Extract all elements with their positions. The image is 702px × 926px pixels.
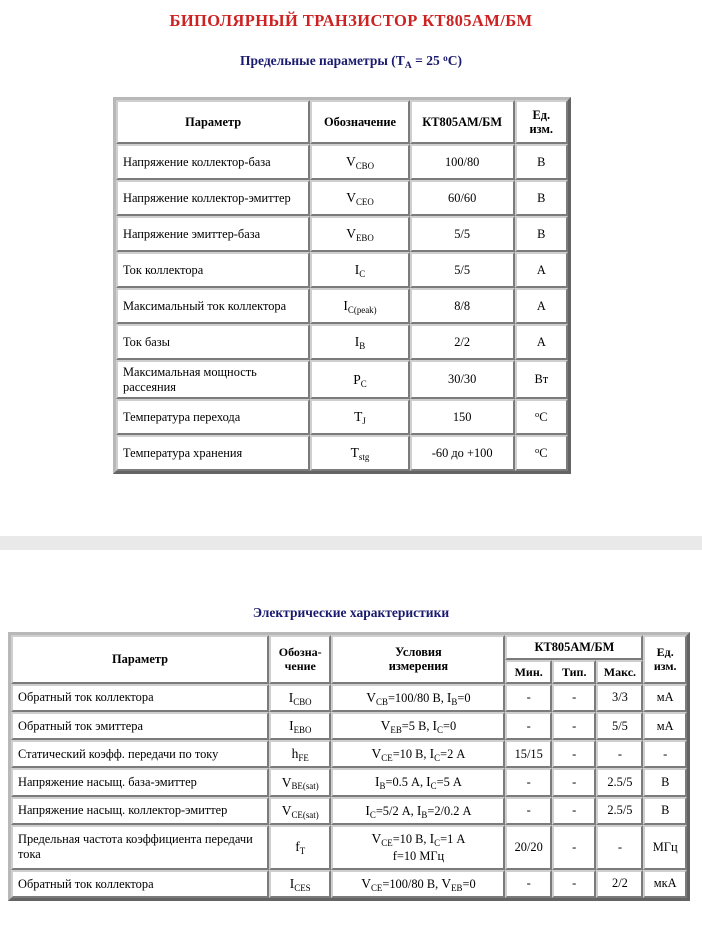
electrical-header-unit [643, 635, 687, 684]
electrical-cell-symbol [269, 740, 332, 768]
electrical-condition-symbol-6-1-main: V [441, 875, 452, 891]
electrical-cell-conditions [331, 797, 505, 825]
electrical-header-conditions-line2: измерения [388, 659, 449, 674]
electrical-condition-symbol-6-0 [361, 877, 382, 891]
electrical-cell-conditions [331, 740, 505, 768]
limits-unit-degree-7: o [535, 408, 540, 419]
limits-title-subscript: A [404, 60, 412, 72]
table-row [116, 252, 568, 288]
electrical-symbol-0-subscript: CBO [293, 696, 312, 707]
limits-cell-parameter: Максимальная мощность рассеяния [116, 360, 310, 399]
electrical-condition-2-1: $I_C=2$ А [429, 746, 466, 764]
limits-symbol-2-subscript: EBO [355, 232, 374, 243]
electrical-symbol-2-main: h [291, 746, 299, 762]
limits-cell-symbol [310, 180, 409, 216]
electrical-cell-unit: - [643, 740, 687, 768]
limits-symbol-1-subscript: CEO [355, 196, 374, 207]
electrical-cell-parameter: Предельная частота коэффициента передачи тока [11, 825, 269, 870]
electrical-symbol-4-subscript: CE(sat) [291, 809, 319, 820]
limits-title-degree: o [443, 52, 448, 63]
limits-title-prefix: Предельные параметры (Т [240, 53, 405, 68]
limits-table-body [116, 144, 568, 471]
electrical-condition-symbol-2-0-main: V [371, 746, 382, 762]
limits-symbol-4-subscript: C(peak) [347, 304, 377, 315]
electrical-condition-symbol-0-1-main: I [446, 689, 452, 705]
limits-cell-unit: В [515, 180, 568, 216]
limits-cell-value: -60 до +100 [410, 435, 515, 471]
limits-header-symbol: Обозначение [310, 100, 409, 144]
electrical-condition-symbol-4-0-subscript: C [369, 809, 376, 820]
table-row [116, 288, 568, 324]
limits-cell-parameter: Температура перехода [116, 399, 310, 435]
electrical-cell-parameter: Обратный ток эмиттера [11, 712, 269, 740]
electrical-symbol-0 [289, 691, 312, 705]
electrical-condition-symbol-0-1 [447, 691, 457, 705]
electrical-condition-symbol-2-1 [429, 746, 441, 764]
table-row [11, 768, 687, 796]
electrical-cell-unit: В [643, 768, 687, 796]
limits-symbol-3-subscript: C [359, 268, 366, 279]
limits-cell-unit: Вт [515, 360, 568, 399]
limits-symbol-8 [350, 445, 370, 463]
electrical-condition-symbol-0-1-subscript: B [451, 696, 458, 707]
electrical-condition-symbol-3-0-subscript: B [379, 781, 386, 792]
limits-symbol-1 [346, 191, 374, 205]
electrical-header-typ: Тип. [552, 660, 596, 684]
electrical-condition-symbol-4-0 [365, 804, 375, 818]
electrical-condition-symbol-2-1-subscript: C [434, 753, 441, 764]
limits-header-unit-line1: Ед. [532, 107, 551, 122]
limits-cell-symbol [310, 288, 409, 324]
electrical-condition-5-1: $I_C=1$ А [429, 830, 466, 848]
electrical-cell-unit: В [643, 797, 687, 825]
limits-symbol-5-main: I [354, 334, 360, 349]
electrical-cell-min: - [505, 870, 552, 898]
electrical-cell-conditions [331, 768, 505, 796]
limits-cell-value: 5/5 [410, 216, 515, 252]
electrical-cell-min: - [505, 712, 552, 740]
limits-symbol-7 [354, 409, 366, 427]
electrical-cell-conditions [331, 870, 505, 898]
electrical-cell-symbol [269, 768, 332, 796]
electrical-cell-symbol [269, 684, 332, 712]
electrical-condition-symbol-1-1-main: I [432, 718, 438, 733]
electrical-condition-4-0: $I_C=5/2$ А, [365, 802, 417, 820]
electrical-symbol-4-main: V [281, 802, 292, 818]
limits-table [113, 97, 571, 474]
electrical-header-symbol [269, 635, 332, 684]
limits-cell-parameter: Напряжение эмиттер-база [116, 216, 310, 252]
electrical-cell-symbol [269, 712, 332, 740]
limits-symbol-6 [353, 373, 366, 387]
electrical-symbol-2 [291, 746, 309, 764]
table-row [116, 324, 568, 360]
electrical-symbol-1 [289, 718, 312, 736]
electrical-cell-unit: мА [643, 712, 687, 740]
limits-cell-symbol [310, 399, 409, 435]
limits-cell-parameter: Ток базы [116, 324, 310, 360]
electrical-header-unit-line1: Ед. [656, 645, 674, 660]
limits-cell-value: 100/80 [410, 144, 515, 180]
limits-cell-value: 150 [410, 399, 515, 435]
limits-symbol-8-subscript: stg [358, 452, 370, 463]
limits-title-suffix: C) [447, 53, 462, 68]
electrical-condition-symbol-2-1-main: I [429, 746, 435, 762]
electrical-symbol-1-subscript: EBO [293, 725, 312, 736]
electrical-cell-max: 2.5/5 [596, 768, 643, 796]
table-row [11, 797, 687, 825]
limits-cell-value: 2/2 [410, 324, 515, 360]
table-row [116, 180, 568, 216]
limits-cell-parameter: Напряжение коллектор-эмиттер [116, 180, 310, 216]
electrical-symbol-3-main: V [281, 774, 292, 790]
limits-cell-parameter: Температура хранения [116, 435, 310, 471]
electrical-condition-symbol-2-0-subscript: CE [381, 753, 393, 764]
table-row [11, 684, 687, 712]
electrical-symbol-5-subscript: T [299, 846, 306, 857]
electrical-cell-parameter: Статический коэфф. передачи по току [11, 740, 269, 768]
electrical-cell-max: - [596, 740, 643, 768]
limits-cell-unit: $^o$C [515, 435, 568, 471]
limits-symbol-6-main: P [353, 371, 361, 387]
electrical-condition-symbol-3-1 [426, 774, 437, 792]
electrical-condition-symbol-5-0-main: V [371, 830, 382, 846]
electrical-cell-parameter: Обратный ток коллектора [11, 870, 269, 898]
limits-table-header-row [116, 100, 568, 144]
electrical-cell-max: 3/3 [596, 684, 643, 712]
limits-cell-symbol [310, 144, 409, 180]
table-row [116, 144, 568, 180]
limits-cell-unit: В [515, 144, 568, 180]
electrical-header-symbol-line2: чение [284, 659, 316, 674]
electrical-condition-6-0: $V_{CE}=100/80$ В, [361, 875, 442, 893]
limits-cell-unit: В [515, 216, 568, 252]
limits-symbol-7-subscript: J [362, 416, 366, 427]
electrical-condition-symbol-1-0-main: V [380, 718, 391, 733]
electrical-condition-4-1: $I_B=2/0.2$ А [416, 802, 472, 820]
limits-symbol-3-main: I [354, 262, 360, 277]
electrical-symbol-0-main: I [288, 689, 294, 705]
limits-symbol-4-main: I [343, 298, 348, 313]
electrical-cell-typ: - [552, 825, 596, 870]
electrical-cell-conditions [331, 825, 505, 870]
electrical-condition-symbol-6-0-subscript: CE [370, 882, 383, 893]
limits-cell-symbol [310, 216, 409, 252]
electrical-cell-typ: - [552, 768, 596, 796]
electrical-symbol-6-subscript: CES [294, 882, 311, 893]
electrical-condition-3-1: $I_C=5$ А [426, 774, 462, 792]
table-row [11, 712, 687, 740]
limits-symbol-2 [346, 227, 374, 241]
limits-cell-unit: А [515, 288, 568, 324]
electrical-condition-symbol-1-1 [433, 719, 443, 733]
electrical-symbol-6-main: I [289, 875, 295, 891]
electrical-cell-typ: - [552, 870, 596, 898]
limits-cell-parameter: Напряжение коллектор-база [116, 144, 310, 180]
electrical-cell-max: 2/2 [596, 870, 643, 898]
table-row [116, 360, 568, 399]
limits-cell-unit: $^o$C [515, 399, 568, 435]
limits-cell-value: 5/5 [410, 252, 515, 288]
electrical-condition-symbol-6-1-subscript: EB [451, 882, 463, 893]
electrical-condition-2-0: $V_{CE}=10$ В, [371, 746, 430, 764]
electrical-header-parameter: Параметр [11, 635, 269, 684]
electrical-cell-unit: МГц [643, 825, 687, 870]
electrical-condition-6-1: $V_{EB}=0$ [441, 875, 476, 893]
electrical-header-conditions [331, 635, 505, 684]
electrical-cell-unit: мкА [643, 870, 687, 898]
limits-cell-unit: А [515, 324, 568, 360]
electrical-condition-symbol-1-1-subscript: C [437, 724, 443, 735]
electrical-condition-1-1: $I_C=0$ [432, 718, 457, 735]
electrical-condition-line2-5: f=10 МГц [392, 849, 445, 864]
electrical-cell-min: 20/20 [505, 825, 552, 870]
electrical-condition-symbol-1-0-subscript: EB [390, 724, 402, 735]
limits-symbol-6-subscript: C [360, 378, 367, 389]
limits-symbol-5-subscript: B [359, 340, 366, 351]
limits-cell-value: 60/60 [410, 180, 515, 216]
electrical-condition-symbol-3-0-main: I [375, 774, 380, 790]
page-separator-band [0, 536, 702, 550]
electrical-condition-symbol-5-1-subscript: C [434, 837, 441, 848]
electrical-condition-symbol-0-0-main: V [366, 689, 377, 705]
electrical-table-body [11, 684, 687, 898]
table-row [116, 435, 568, 471]
electrical-condition-0-0: $V_{CB}=100/80$ В, [366, 689, 447, 707]
table-row [116, 399, 568, 435]
limits-header-unit [515, 100, 568, 144]
electrical-condition-3-0: $I_B=0.5$ А, [375, 774, 427, 792]
electrical-condition-symbol-4-0-main: I [365, 802, 370, 818]
limits-symbol-7-main: T [354, 409, 363, 425]
limits-symbol-2-main: V [346, 226, 356, 241]
electrical-header-conditions-line1: Условия [395, 644, 442, 659]
electrical-cell-conditions [331, 712, 505, 740]
electrical-condition-symbol-5-1 [430, 832, 440, 846]
limits-cell-unit: А [515, 252, 568, 288]
limits-symbol-3 [355, 263, 365, 277]
electrical-cell-min: 15/15 [505, 740, 552, 768]
electrical-header-symbol-line1: Обозна- [278, 645, 322, 660]
electrical-condition-symbol-6-0-main: V [361, 875, 371, 891]
limits-symbol-1-main: V [346, 190, 356, 205]
electrical-section-title: Электрические характеристики [252, 605, 450, 620]
electrical-condition-symbol-5-1-main: I [429, 830, 435, 846]
limits-header-value: КТ805АМ/БМ [410, 100, 515, 144]
electrical-header-unit-line2: изм. [653, 659, 677, 674]
electrical-symbol-3-subscript: BE(sat) [291, 781, 319, 792]
limits-symbol-0-main: V [345, 154, 356, 169]
electrical-symbol-6 [290, 877, 311, 891]
limits-section-title [0, 52, 702, 72]
electrical-cell-conditions [331, 684, 505, 712]
limits-symbol-8-main: T [350, 445, 359, 461]
limits-cell-parameter: Ток коллектора [116, 252, 310, 288]
electrical-table [8, 632, 690, 901]
page-title: БИПОЛЯРНЫЙ ТРАНЗИСТОР КТ805АМ/БМ [169, 11, 533, 30]
electrical-cell-min: - [505, 797, 552, 825]
electrical-condition-symbol-4-1 [417, 804, 427, 818]
limits-symbol-0 [346, 155, 374, 169]
electrical-cell-parameter: Напряжение насыщ. коллектор-эмиттер [11, 797, 269, 825]
electrical-symbol-5 [295, 839, 306, 857]
limits-cell-symbol [310, 360, 409, 399]
limits-table-container [113, 97, 571, 474]
electrical-condition-symbol-0-0 [366, 691, 388, 705]
electrical-cell-min: - [505, 684, 552, 712]
limits-symbol-4 [343, 299, 376, 313]
electrical-symbol-4 [282, 804, 319, 818]
electrical-symbol-2-subscript: FE [298, 753, 309, 764]
electrical-cell-typ: - [552, 712, 596, 740]
electrical-condition-symbol-0-0-subscript: CB [376, 696, 388, 707]
electrical-cell-typ: - [552, 684, 596, 712]
electrical-cell-typ: - [552, 740, 596, 768]
limits-cell-symbol [310, 435, 409, 471]
limits-symbol-0-subscript: CBO [355, 160, 375, 171]
electrical-condition-0-1: $I_B=0$ [446, 689, 471, 707]
limits-title-mid: = 25 [411, 53, 444, 68]
electrical-header-min: Мин. [505, 660, 552, 684]
electrical-condition-symbol-5-0 [372, 832, 393, 846]
limits-header-unit-line2: изм. [529, 122, 554, 136]
electrical-cell-symbol [269, 797, 332, 825]
electrical-cell-symbol [269, 870, 332, 898]
limits-header-parameter: Параметр [116, 100, 310, 144]
electrical-condition-1-0: $V_{EB}=5$ В, [380, 718, 433, 735]
limits-symbol-5 [355, 335, 365, 349]
electrical-condition-5-0: $V_{CE}=10$ В, [371, 830, 430, 848]
electrical-symbol-1-main: I [289, 718, 294, 734]
electrical-condition-symbol-3-0 [375, 774, 386, 792]
limits-cell-value: 30/30 [410, 360, 515, 399]
table-row [11, 825, 687, 870]
electrical-condition-symbol-6-1 [441, 877, 462, 891]
electrical-condition-symbol-3-1-subscript: C [430, 781, 437, 792]
electrical-symbol-3 [282, 776, 319, 790]
limits-cell-symbol [310, 252, 409, 288]
electrical-cell-symbol [269, 825, 332, 870]
electrical-condition-symbol-4-1-main: I [416, 802, 422, 818]
limits-cell-value: 8/8 [410, 288, 515, 324]
electrical-table-container [8, 632, 690, 901]
table-row [116, 216, 568, 252]
electrical-cell-unit: мА [643, 684, 687, 712]
electrical-condition-symbol-3-1-main: I [426, 774, 431, 790]
electrical-cell-max: - [596, 825, 643, 870]
electrical-cell-max: 5/5 [596, 712, 643, 740]
electrical-condition-symbol-1-0 [381, 719, 402, 733]
electrical-cell-min: - [505, 768, 552, 796]
electrical-table-header-row-1 [11, 635, 687, 660]
electrical-cell-parameter: Обратный ток коллектора [11, 684, 269, 712]
electrical-header-device: КТ805АМ/БМ [505, 635, 643, 660]
electrical-cell-parameter: Напряжение насыщ. база-эмиттер [11, 768, 269, 796]
electrical-symbol-5-main: f [295, 839, 300, 855]
electrical-condition-symbol-2-0 [371, 746, 393, 764]
electrical-condition-symbol-5-0-subscript: CE [381, 837, 393, 848]
limits-cell-parameter: Максимальный ток коллектора [116, 288, 310, 324]
limits-cell-symbol [310, 324, 409, 360]
table-row [11, 740, 687, 768]
table-row [11, 870, 687, 898]
electrical-condition-symbol-4-1-subscript: B [421, 809, 428, 820]
electrical-cell-max: 2.5/5 [596, 797, 643, 825]
limits-unit-degree-8: o [535, 444, 540, 455]
electrical-cell-typ: - [552, 797, 596, 825]
electrical-header-max: Макс. [596, 660, 643, 684]
